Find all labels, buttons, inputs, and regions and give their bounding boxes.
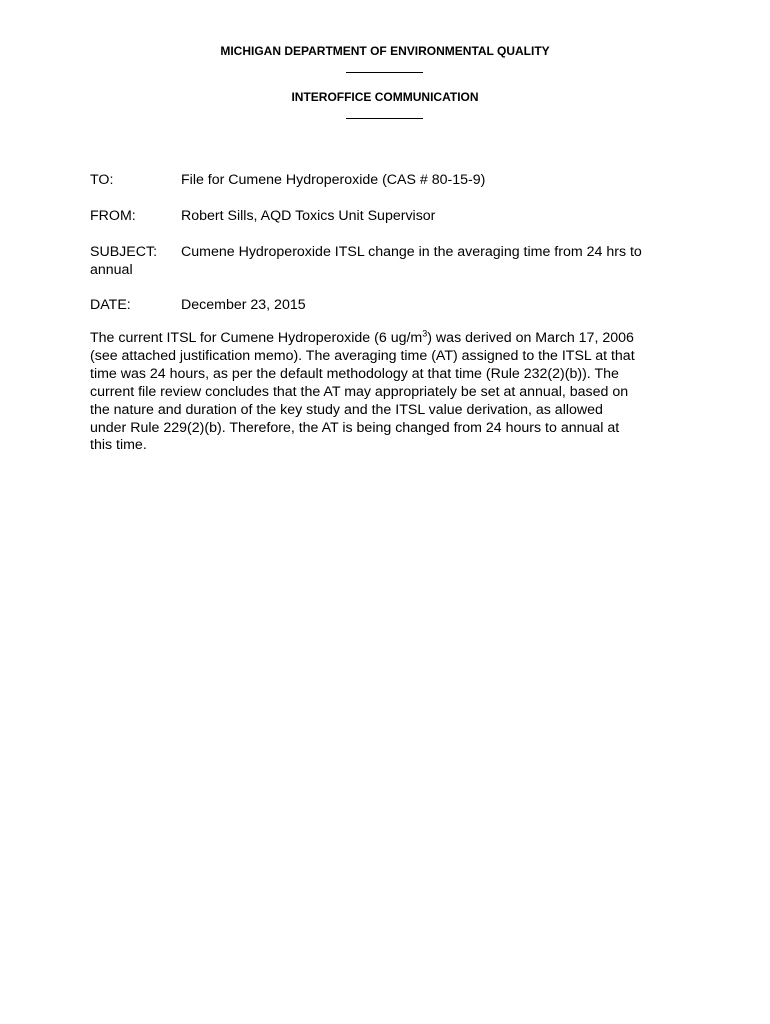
- body-line: the nature and duration of the key study and the ITSL value derivation, as allowed: [90, 401, 603, 418]
- superscript: 3: [422, 328, 428, 339]
- from-label: FROM:: [90, 208, 136, 224]
- body-line: (see attached justification memo). The averaging time (AT) assigned to the ITSL at that: [90, 347, 635, 364]
- body-line: [90, 330, 690, 348]
- body-line: time was 24 hours, as per the default methodology at that time (Rule 232(2)(b)). The: [90, 365, 619, 382]
- heading-underline-rule: [346, 72, 423, 73]
- body-line: current file review concludes that the AT may appropriately be set at annual, based on: [90, 383, 629, 400]
- date-label: DATE:: [90, 297, 131, 313]
- subject-continuation: annual: [90, 262, 133, 278]
- body-line-text: The current ITSL for Cumene Hydroperoxide (6 ug/m: [90, 330, 423, 346]
- body-line: this time.: [90, 437, 147, 454]
- subject-value: Cumene Hydroperoxide ITSL change in the averaging time from 24 hrs to: [181, 244, 642, 260]
- to-label: TO:: [90, 172, 114, 188]
- document-type-heading: INTEROFFICE COMMUNICATION: [291, 90, 479, 104]
- memo-body-paragraph: [90, 330, 690, 455]
- to-value: File for Cumene Hydroperoxide (CAS # 80-15-9): [181, 172, 486, 188]
- body-line: under Rule 229(2)(b). Therefore, the AT is being changed from 24 hours to annual at: [90, 419, 620, 436]
- date-value: December 23, 2015: [181, 297, 306, 313]
- from-value: Robert Sills, AQD Toxics Unit Supervisor: [181, 208, 436, 224]
- body-line-text: ) was derived on March 17, 2006: [427, 330, 634, 346]
- document-type-underline-rule: [346, 118, 423, 119]
- subject-label: SUBJECT:: [90, 244, 158, 260]
- agency-heading: MICHIGAN DEPARTMENT OF ENVIRONMENTAL QUALITY: [220, 44, 550, 58]
